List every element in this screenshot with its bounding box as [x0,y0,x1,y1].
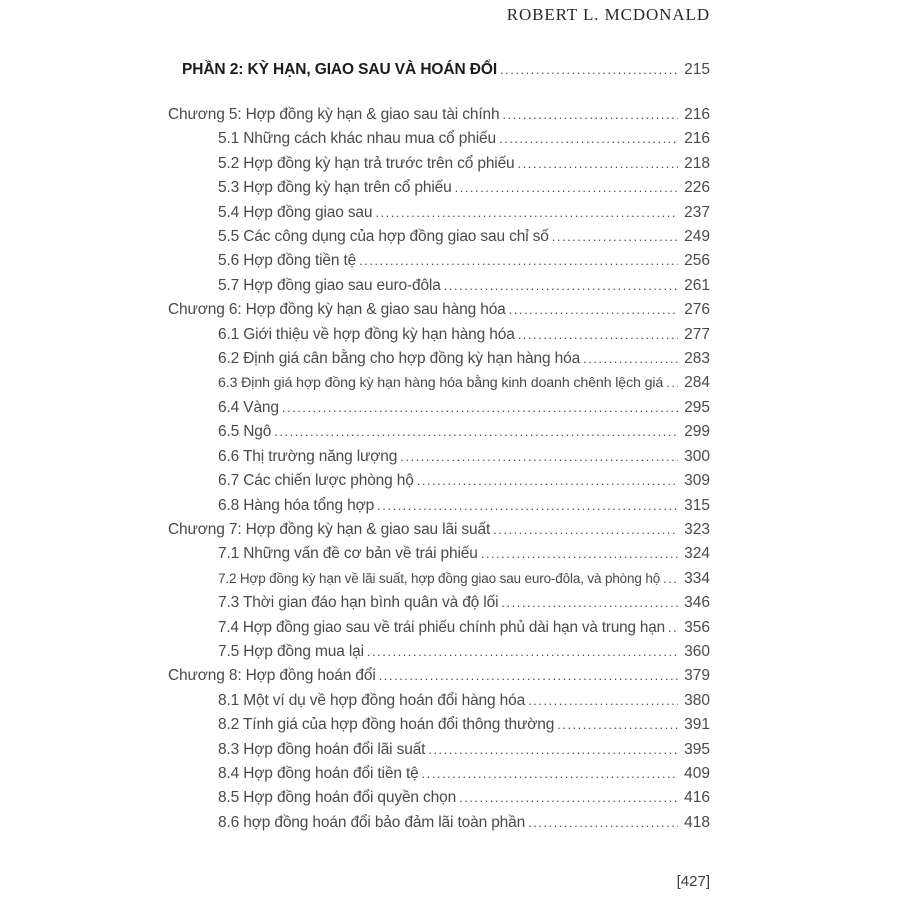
dot-leader [528,689,678,713]
toc-entry-page: 309 [684,472,710,490]
toc-entry-page: 216 [684,130,710,148]
dot-leader [663,567,678,591]
dot-leader [552,225,678,249]
toc-entry [168,249,710,273]
dot-leader [557,713,678,737]
dot-leader [499,127,678,151]
toc-entry-label: 6.2 Định giá cân bằng cho hợp đồng kỳ hạn hàng hóa [218,350,581,368]
dot-leader [500,58,678,82]
toc-entry-label: 7.3 Thời gian đáo hạn bình quân và độ lối [218,594,499,612]
dot-leader [509,298,678,322]
toc-entry [168,323,710,347]
dot-leader [493,518,678,542]
dot-leader [459,786,678,810]
toc-entry-label: 7.5 Hợp đồng mua lại [218,642,364,660]
toc-entry-page: 324 [684,545,710,563]
toc-entry [168,494,710,518]
toc-entry [168,103,710,127]
dot-leader [455,176,678,200]
toc-entry [168,591,710,615]
toc-entry-label: 7.4 Hợp đồng giao sau về trái phiếu chính phủ dài hạn và trung hạn [218,618,665,636]
toc-entry-page: 216 [684,106,710,123]
toc-entry-page: 334 [684,569,710,587]
toc-entry-page: 323 [684,520,710,538]
toc-entry [168,127,710,151]
toc-entry [168,664,710,688]
toc-list [168,103,710,835]
toc-entry-page: 360 [684,642,710,660]
toc-entry-label: 7.2 Hợp đồng kỳ hạn về lãi suất, hợp đồng giao sau euro-đôla, và phòng hộ [218,570,661,586]
dot-leader [481,542,678,566]
toc-entry [168,542,710,566]
dot-leader [428,738,678,762]
toc-entry [168,371,710,395]
dot-leader [444,274,678,298]
toc-entry-label: 5.3 Hợp đồng kỳ hạn trên cổ phiếu [218,179,452,197]
toc-entry [168,567,710,591]
dot-leader [379,664,678,688]
toc-entry-label: 6.6 Thị trường năng lượng [218,447,398,465]
toc-entry-page: 300 [684,447,710,465]
dot-leader [583,347,678,371]
toc-entry-label: 6.5 Ngô [218,423,272,441]
toc-entry [168,811,710,835]
toc-entry-page: 315 [684,496,710,514]
toc-entry-page: 418 [684,813,710,831]
dot-leader [400,445,678,469]
toc-entry [168,786,710,810]
toc-entry [168,176,710,200]
toc-entry-label: 5.6 Hợp đồng tiền tệ [218,252,357,270]
toc-entry-page: 249 [684,228,710,246]
toc-entry-label: 8.3 Hợp đồng hoán đổi lãi suất [218,740,426,758]
toc-entry-label: 6.3 Định giá hợp đồng kỳ hạn hàng hóa bằng kinh doanh chênh lệch giá [218,375,664,392]
folio-page-number: [427] [676,873,710,890]
toc-entry-page: 256 [684,252,710,270]
toc-entry [168,738,710,762]
dot-leader [367,640,678,664]
toc-entry [168,396,710,420]
toc-entry-page: 237 [684,203,710,221]
toc-entry-page: 416 [684,789,710,807]
toc-entry-label: Chương 6: Hợp đồng kỳ hạn & giao sau hàng hóa [168,301,506,319]
dot-leader [377,494,678,518]
toc-entry-label: 6.4 Vàng [218,398,279,416]
toc-entry-page: 299 [684,423,710,441]
part-page-number: 215 [684,61,710,78]
toc-entry [168,201,710,225]
toc-entry-label: 8.5 Hợp đồng hoán đổi quyền chọn [218,789,457,807]
toc-entry-page: 380 [684,691,710,709]
toc-entry-label: 8.4 Hợp đồng hoán đổi tiền tệ [218,764,419,782]
toc-entry-label: 7.1 Những vấn đề cơ bản về trái phiếu [218,545,478,563]
toc-entry [168,640,710,664]
toc-entry [168,689,710,713]
dot-leader [666,371,678,395]
toc-entry-page: 379 [684,667,710,685]
toc-entry [168,152,710,176]
dot-leader [668,616,678,640]
toc-entry [168,762,710,786]
toc-entry [168,274,710,298]
dot-leader [501,591,678,615]
dot-leader [422,762,678,786]
book-author-header: ROBERT L. MCDONALD [506,5,710,24]
toc-entry [168,518,710,542]
toc-entry-label: 5.1 Những cách khác nhau mua cổ phiếu [218,130,496,148]
toc-entry-label: 8.2 Tính giá của hợp đồng hoán đổi thông thường [218,716,555,734]
toc-entry [168,225,710,249]
toc-entry-label: 6.1 Giới thiệu về hợp đồng kỳ hạn hàng hóa [218,325,515,343]
toc-entry-label: 5.5 Các công dụng của hợp đồng giao sau chỉ số [218,228,549,246]
toc-entry-label: 8.6 hợp đồng hoán đổi bảo đảm lãi toàn phần [218,813,526,831]
dot-leader [528,811,678,835]
toc-entry-label: 5.7 Hợp đồng giao sau euro-đôla [218,276,441,294]
toc-entry [168,445,710,469]
toc-entry [168,713,710,737]
dot-leader [359,249,678,273]
dot-leader [502,103,678,127]
toc-entry-page: 261 [684,276,710,294]
dot-leader [518,152,678,176]
toc-entry-page: 218 [684,154,710,172]
toc-entry [168,469,710,493]
toc-entry-page: 391 [684,716,710,734]
toc-entry-page: 295 [684,398,710,416]
toc-entry-page: 277 [684,325,710,343]
toc-entry-page: 284 [684,374,710,392]
toc-entry [168,616,710,640]
part-title-label: PHẦN 2: KỲ HẠN, GIAO SAU VÀ HOÁN ĐỔI [182,61,498,78]
part-title-row [168,58,710,82]
toc-entry-label: 5.2 Hợp đồng kỳ hạn trả trước trên cổ phiếu [218,154,515,172]
toc-entry-page: 276 [684,301,710,319]
dot-leader [375,201,678,225]
dot-leader [282,396,678,420]
dot-leader [518,323,678,347]
toc-entry [168,298,710,322]
toc-entry [168,420,710,444]
dot-leader [417,469,678,493]
toc-entry-label: Chương 7: Hợp đồng kỳ hạn & giao sau lãi suất [168,520,491,538]
toc-entry-label: Chương 8: Hợp đồng hoán đổi [168,667,376,685]
toc-entry-label: 6.7 Các chiến lược phòng hộ [218,472,414,490]
toc-entry-page: 356 [684,618,710,636]
toc-entry-label: 5.4 Hợp đồng giao sau [218,203,373,221]
toc-entry-label: Chương 5: Hợp đồng kỳ hạn & giao sau tài chính [168,106,500,123]
toc-entry-page: 395 [684,740,710,758]
dot-leader [274,420,678,444]
toc-entry-page: 409 [684,764,710,782]
toc-entry-label: 8.1 Một ví dụ về hợp đồng hoán đổi hàng hóa [218,691,526,709]
toc-entry-page: 226 [684,179,710,197]
toc-entry-page: 283 [684,350,710,368]
toc-entry [168,347,710,371]
toc-entry-page: 346 [684,594,710,612]
toc-entry-label: 6.8 Hàng hóa tổng hợp [218,496,375,514]
